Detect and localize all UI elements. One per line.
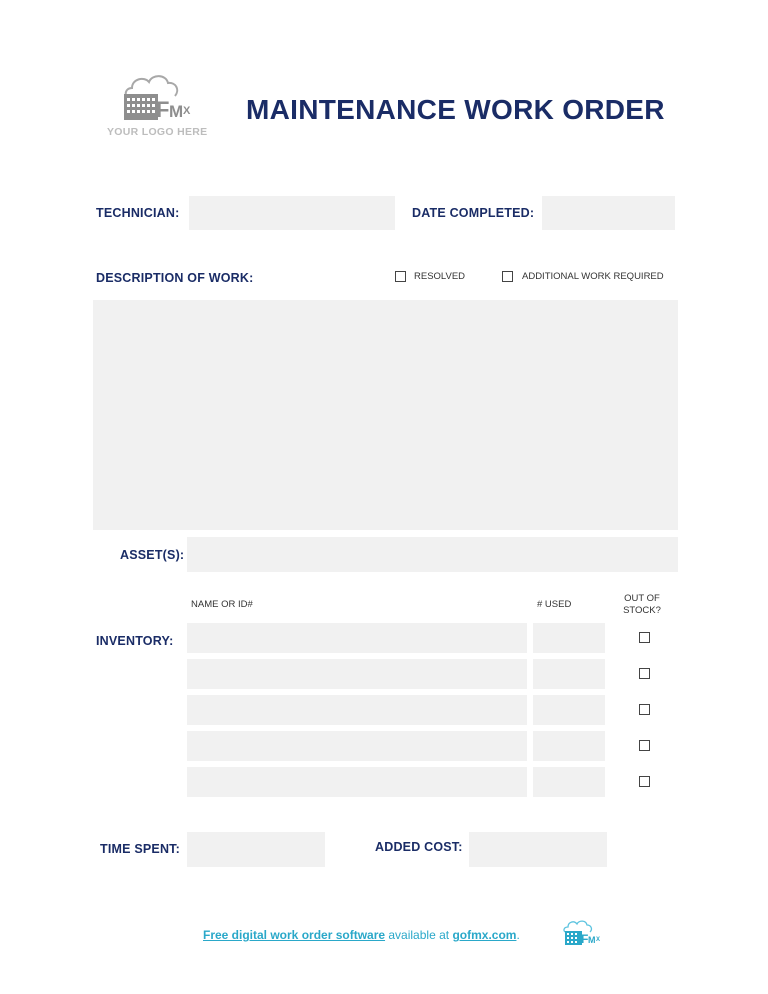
technician-field[interactable] [189, 196, 395, 230]
resolved-label: RESOLVED [414, 271, 466, 282]
footer-middle-text: available at [385, 928, 453, 942]
inventory-name-field[interactable] [187, 767, 527, 797]
additional-work-label: ADDITIONAL WORK REQUIRED [522, 271, 664, 282]
inventory-col-stock-line1: OUT OF [624, 593, 660, 604]
inventory-used-field[interactable] [533, 659, 605, 689]
description-field[interactable] [93, 300, 678, 530]
inventory-col-stock-line2: STOCK? [623, 605, 661, 616]
out-of-stock-checkbox[interactable] [639, 704, 650, 715]
date-completed-field[interactable] [542, 196, 675, 230]
svg-text:M: M [588, 935, 596, 945]
out-of-stock-checkbox[interactable] [639, 632, 650, 643]
inventory-label: INVENTORY: [96, 634, 174, 648]
out-of-stock-checkbox[interactable] [639, 776, 650, 787]
inventory-used-field[interactable] [533, 623, 605, 653]
added-cost-label: ADDED COST: [375, 840, 463, 854]
inventory-col-name: NAME OR ID# [191, 599, 253, 610]
inventory-name-field[interactable] [187, 623, 527, 653]
fmx-logo-icon [120, 70, 194, 126]
description-label: DESCRIPTION OF WORK: [96, 271, 254, 285]
out-of-stock-checkbox[interactable] [639, 668, 650, 679]
assets-field[interactable] [187, 537, 678, 572]
added-cost-field[interactable] [469, 832, 607, 867]
svg-text:X: X [596, 937, 601, 943]
footer-link[interactable]: Free digital work order software [203, 928, 386, 942]
footer-end: . [516, 928, 520, 942]
logo-placeholder-text: YOUR LOGO HERE [107, 126, 208, 138]
inventory-name-field[interactable] [187, 695, 527, 725]
footer-site-link[interactable]: gofmx.com [452, 928, 517, 942]
inventory-used-field[interactable] [533, 695, 605, 725]
page-title: MAINTENANCE WORK ORDER [246, 94, 665, 125]
assets-label: ASSET(S): [120, 548, 185, 562]
time-spent-label: TIME SPENT: [100, 842, 180, 856]
date-completed-label: DATE COMPLETED: [412, 206, 535, 220]
time-spent-field[interactable] [187, 832, 325, 867]
technician-label: TECHNICIAN: [96, 206, 180, 220]
inventory-used-field[interactable] [533, 731, 605, 761]
svg-text:X: X [183, 105, 191, 117]
fmx-footer-logo-icon [562, 918, 602, 948]
svg-text:F: F [156, 97, 170, 122]
out-of-stock-checkbox[interactable] [639, 740, 650, 751]
resolved-checkbox[interactable] [395, 271, 406, 282]
svg-text:F: F [581, 932, 589, 946]
svg-text:M: M [169, 102, 184, 121]
inventory-used-field[interactable] [533, 767, 605, 797]
additional-work-checkbox[interactable] [502, 271, 513, 282]
footer-text [203, 928, 520, 942]
inventory-name-field[interactable] [187, 731, 527, 761]
inventory-col-used: # USED [537, 599, 572, 610]
inventory-name-field[interactable] [187, 659, 527, 689]
